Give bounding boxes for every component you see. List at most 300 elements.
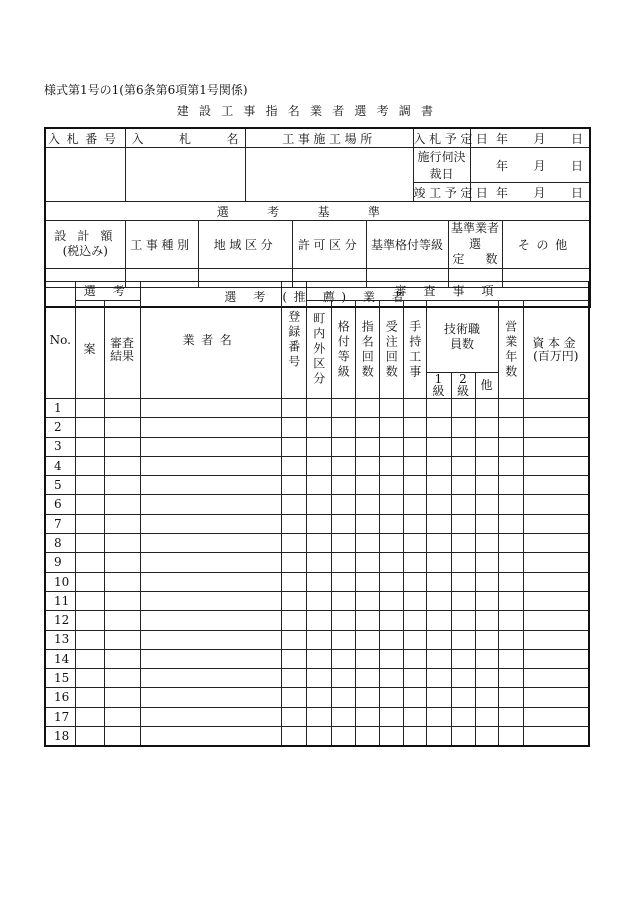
table-cell[interactable]: [498, 418, 523, 437]
table-cell[interactable]: [140, 591, 281, 610]
table-cell[interactable]: [403, 399, 426, 418]
table-cell[interactable]: [475, 688, 498, 707]
table-cell[interactable]: [498, 591, 523, 610]
table-cell[interactable]: [498, 630, 523, 649]
table-cell[interactable]: [281, 495, 306, 514]
table-cell[interactable]: [426, 437, 451, 456]
table-cell[interactable]: [379, 514, 403, 533]
table-cell[interactable]: [498, 572, 523, 591]
table-row: [45, 534, 589, 553]
table-cell[interactable]: [451, 476, 475, 495]
table-cell[interactable]: [281, 591, 306, 610]
table-cell[interactable]: [355, 514, 379, 533]
table-cell[interactable]: [281, 707, 306, 726]
table-cell[interactable]: [306, 630, 331, 649]
table-cell[interactable]: [523, 534, 589, 553]
table-cell[interactable]: [451, 514, 475, 533]
table-cell[interactable]: [475, 534, 498, 553]
table-cell[interactable]: [75, 630, 104, 649]
approval-date-field[interactable]: 年 月 日: [470, 148, 590, 183]
table-cell[interactable]: [451, 649, 475, 668]
table-row: [45, 514, 589, 533]
table-cell[interactable]: [403, 418, 426, 437]
table-cell[interactable]: [379, 727, 403, 747]
table-cell[interactable]: [104, 534, 140, 553]
table-cell[interactable]: [331, 707, 355, 726]
table-cell[interactable]: [498, 688, 523, 707]
bid-number-label: 入札番号: [45, 128, 125, 148]
table-cell[interactable]: [403, 707, 426, 726]
table-cell[interactable]: [426, 572, 451, 591]
table-cell[interactable]: [355, 495, 379, 514]
table-cell[interactable]: [355, 688, 379, 707]
contract-amount-label: 設 計 額 (税込み): [45, 221, 125, 269]
table-cell[interactable]: [379, 437, 403, 456]
table-cell[interactable]: [379, 611, 403, 630]
table-cell[interactable]: [523, 456, 589, 475]
table-cell[interactable]: [75, 669, 104, 688]
table-cell[interactable]: [306, 534, 331, 553]
table-cell[interactable]: [403, 630, 426, 649]
table-cell[interactable]: [355, 476, 379, 495]
table-cell[interactable]: [355, 611, 379, 630]
col-district-header: 町内外区分: [306, 301, 331, 399]
col-other-header: 他: [475, 372, 498, 398]
table-cell[interactable]: [140, 437, 281, 456]
table-cell[interactable]: [498, 476, 523, 495]
table-row: [45, 669, 589, 688]
table-cell[interactable]: [426, 553, 451, 572]
table-cell[interactable]: [498, 399, 523, 418]
table-cell[interactable]: [281, 572, 306, 591]
table-cell[interactable]: [75, 591, 104, 610]
table-cell[interactable]: [379, 669, 403, 688]
table-cell[interactable]: [331, 669, 355, 688]
table-row: [45, 649, 589, 668]
table-cell[interactable]: [140, 514, 281, 533]
table-cell[interactable]: [104, 727, 140, 747]
table-cell[interactable]: [379, 553, 403, 572]
table-cell[interactable]: [523, 399, 589, 418]
table-cell[interactable]: [331, 630, 355, 649]
table-cell[interactable]: [403, 456, 426, 475]
approval-date-label: 施行伺決裁日: [413, 148, 470, 183]
table-cell[interactable]: [523, 572, 589, 591]
table-cell[interactable]: [451, 727, 475, 747]
table-cell[interactable]: [331, 553, 355, 572]
table-cell[interactable]: [281, 669, 306, 688]
table-cell[interactable]: [523, 495, 589, 514]
table-cell[interactable]: [331, 476, 355, 495]
col-review-items-header: 審 査 事 項: [306, 282, 589, 301]
table-cell[interactable]: [75, 553, 104, 572]
table-cell[interactable]: [140, 553, 281, 572]
table-row: [45, 591, 589, 610]
table-cell[interactable]: [355, 649, 379, 668]
table-cell[interactable]: [355, 418, 379, 437]
row-number: 2: [45, 418, 75, 437]
table-cell[interactable]: [426, 611, 451, 630]
table-cell[interactable]: [451, 437, 475, 456]
table-cell[interactable]: [355, 591, 379, 610]
table-cell[interactable]: [281, 476, 306, 495]
table-cell[interactable]: [403, 669, 426, 688]
table-cell[interactable]: [498, 649, 523, 668]
table-cell[interactable]: [498, 553, 523, 572]
table-cell[interactable]: [281, 514, 306, 533]
table-cell[interactable]: [104, 591, 140, 610]
table-cell[interactable]: [140, 669, 281, 688]
table-cell[interactable]: [306, 688, 331, 707]
table-cell[interactable]: [475, 591, 498, 610]
table-cell[interactable]: [451, 591, 475, 610]
table-cell[interactable]: [403, 534, 426, 553]
row-number: 5: [45, 476, 75, 495]
table-cell[interactable]: [355, 399, 379, 418]
table-cell[interactable]: [306, 437, 331, 456]
table-cell[interactable]: [331, 418, 355, 437]
table-cell[interactable]: [140, 688, 281, 707]
table-cell[interactable]: [331, 534, 355, 553]
table-cell[interactable]: [475, 418, 498, 437]
table-cell[interactable]: [451, 553, 475, 572]
table-cell[interactable]: [104, 669, 140, 688]
row-number: 16: [45, 688, 75, 707]
table-cell[interactable]: [355, 534, 379, 553]
table-cell[interactable]: [306, 591, 331, 610]
table-cell[interactable]: [426, 669, 451, 688]
table-row: [45, 476, 589, 495]
table-cell[interactable]: [75, 418, 104, 437]
table-cell[interactable]: [104, 476, 140, 495]
table-cell[interactable]: [426, 476, 451, 495]
table-cell[interactable]: [140, 476, 281, 495]
table-cell[interactable]: [306, 495, 331, 514]
table-cell[interactable]: [426, 534, 451, 553]
table-cell[interactable]: [355, 707, 379, 726]
table-cell[interactable]: [523, 669, 589, 688]
table-cell[interactable]: [451, 572, 475, 591]
table-cell[interactable]: [306, 476, 331, 495]
table-cell[interactable]: [403, 553, 426, 572]
table-row: [45, 456, 589, 475]
table-cell[interactable]: [75, 707, 104, 726]
table-cell[interactable]: [104, 707, 140, 726]
table-cell[interactable]: [523, 591, 589, 610]
table-cell[interactable]: [355, 572, 379, 591]
table-cell[interactable]: [451, 630, 475, 649]
bid-name-field[interactable]: [125, 148, 245, 202]
row-number: 3: [45, 437, 75, 456]
col-selection-header: 選 考: [75, 282, 140, 301]
table-cell[interactable]: [140, 399, 281, 418]
table-cell[interactable]: [75, 727, 104, 747]
table-cell[interactable]: [140, 495, 281, 514]
table-cell[interactable]: [379, 591, 403, 610]
table-cell[interactable]: [426, 630, 451, 649]
table-cell[interactable]: [104, 456, 140, 475]
table-cell[interactable]: [523, 707, 589, 726]
table-cell[interactable]: [403, 727, 426, 747]
row-number: 15: [45, 669, 75, 688]
table-cell[interactable]: [104, 495, 140, 514]
table-cell[interactable]: [104, 399, 140, 418]
row-number: 18: [45, 727, 75, 747]
table-cell[interactable]: [451, 456, 475, 475]
table-cell[interactable]: [306, 553, 331, 572]
table-cell[interactable]: [403, 591, 426, 610]
table-cell[interactable]: [523, 630, 589, 649]
work-type-label: 工事種別: [125, 221, 198, 269]
table-cell[interactable]: [498, 727, 523, 747]
bid-date-field[interactable]: 年 月 日: [470, 128, 590, 148]
vendors-section-title: 選 考 (推 薦) 業 者: [45, 287, 590, 307]
table-cell[interactable]: [498, 534, 523, 553]
bid-number-field[interactable]: [45, 148, 125, 202]
table-cell[interactable]: [306, 649, 331, 668]
table-cell[interactable]: [475, 514, 498, 533]
col-vendor-name-header: 業者名: [140, 282, 281, 399]
table-cell[interactable]: [475, 707, 498, 726]
table-cell[interactable]: [355, 727, 379, 747]
table-row: [45, 688, 589, 707]
table-cell[interactable]: [523, 437, 589, 456]
table-cell[interactable]: [75, 649, 104, 668]
table-cell[interactable]: [140, 649, 281, 668]
table-cell[interactable]: [451, 534, 475, 553]
table-cell[interactable]: [475, 572, 498, 591]
table-cell[interactable]: [379, 476, 403, 495]
table-cell[interactable]: [523, 476, 589, 495]
table-cell[interactable]: [451, 399, 475, 418]
table-cell[interactable]: [75, 611, 104, 630]
table-cell[interactable]: [475, 476, 498, 495]
table-cell[interactable]: [104, 688, 140, 707]
vendor-count-label: 基準業者選 定 数: [448, 221, 502, 269]
table-cell[interactable]: [379, 399, 403, 418]
table-cell[interactable]: [426, 495, 451, 514]
table-cell[interactable]: [498, 437, 523, 456]
table-cell[interactable]: [355, 456, 379, 475]
table-cell[interactable]: [281, 437, 306, 456]
table-cell[interactable]: [104, 437, 140, 456]
table-cell[interactable]: [523, 688, 589, 707]
table-cell[interactable]: [75, 437, 104, 456]
table-cell[interactable]: [426, 418, 451, 437]
table-cell[interactable]: [104, 572, 140, 591]
table-cell[interactable]: [281, 630, 306, 649]
table-cell[interactable]: [498, 495, 523, 514]
table-cell[interactable]: [104, 630, 140, 649]
table-cell[interactable]: [104, 553, 140, 572]
table-row: [45, 707, 589, 726]
table-cell[interactable]: [306, 669, 331, 688]
table-cell[interactable]: [140, 456, 281, 475]
table-cell[interactable]: [331, 437, 355, 456]
table-cell[interactable]: [306, 611, 331, 630]
table-cell[interactable]: [403, 649, 426, 668]
table-cell[interactable]: [379, 534, 403, 553]
table-cell[interactable]: [281, 688, 306, 707]
table-cell[interactable]: [306, 707, 331, 726]
vendors-table: [44, 281, 590, 747]
table-cell[interactable]: [403, 495, 426, 514]
table-cell[interactable]: [281, 553, 306, 572]
table-cell[interactable]: [475, 611, 498, 630]
table-cell[interactable]: [75, 514, 104, 533]
table-cell[interactable]: [331, 495, 355, 514]
table-cell[interactable]: [426, 514, 451, 533]
table-cell[interactable]: [426, 707, 451, 726]
table-cell[interactable]: [75, 495, 104, 514]
table-cell[interactable]: [498, 456, 523, 475]
table-cell[interactable]: [523, 611, 589, 630]
table-cell[interactable]: [281, 399, 306, 418]
table-cell[interactable]: [426, 688, 451, 707]
table-cell[interactable]: [523, 727, 589, 747]
table-cell[interactable]: [75, 572, 104, 591]
table-cell[interactable]: [355, 630, 379, 649]
table-cell[interactable]: [281, 727, 306, 747]
table-cell[interactable]: [403, 611, 426, 630]
table-cell[interactable]: [451, 669, 475, 688]
row-number: 7: [45, 514, 75, 533]
table-cell[interactable]: [498, 707, 523, 726]
table-cell[interactable]: [475, 399, 498, 418]
col-years-header: 営業年数: [498, 301, 523, 399]
table-cell[interactable]: [355, 437, 379, 456]
table-cell[interactable]: [475, 727, 498, 747]
table-cell[interactable]: [140, 418, 281, 437]
table-cell[interactable]: [306, 418, 331, 437]
table-cell[interactable]: [75, 476, 104, 495]
table-cell[interactable]: [475, 553, 498, 572]
criteria-section-title: 選考基準: [45, 202, 590, 221]
table-cell[interactable]: [331, 688, 355, 707]
table-cell[interactable]: [498, 514, 523, 533]
table-cell[interactable]: [140, 630, 281, 649]
table-cell[interactable]: [104, 611, 140, 630]
table-cell[interactable]: [475, 649, 498, 668]
completion-date-field[interactable]: 年 月 日: [470, 183, 590, 202]
table-cell[interactable]: [306, 727, 331, 747]
table-cell[interactable]: [281, 649, 306, 668]
table-cell[interactable]: [379, 707, 403, 726]
table-cell[interactable]: [379, 630, 403, 649]
table-cell[interactable]: [104, 418, 140, 437]
table-cell[interactable]: [403, 476, 426, 495]
table-cell[interactable]: [306, 456, 331, 475]
table-cell[interactable]: [403, 514, 426, 533]
table-cell[interactable]: [140, 534, 281, 553]
table-row: [45, 418, 589, 437]
table-cell[interactable]: [451, 418, 475, 437]
table-cell[interactable]: [281, 418, 306, 437]
table-cell[interactable]: [331, 591, 355, 610]
table-cell[interactable]: [104, 514, 140, 533]
table-cell[interactable]: [403, 572, 426, 591]
table-cell[interactable]: [426, 591, 451, 610]
table-cell[interactable]: [331, 649, 355, 668]
table-cell[interactable]: [281, 534, 306, 553]
construction-site-field[interactable]: [245, 148, 413, 202]
table-cell[interactable]: [331, 572, 355, 591]
table-cell[interactable]: [281, 456, 306, 475]
table-cell[interactable]: [379, 418, 403, 437]
table-cell[interactable]: [451, 688, 475, 707]
table-cell[interactable]: [355, 553, 379, 572]
table-cell[interactable]: [140, 611, 281, 630]
table-cell[interactable]: [306, 514, 331, 533]
row-number: 8: [45, 534, 75, 553]
table-cell[interactable]: [104, 649, 140, 668]
table-cell[interactable]: [426, 456, 451, 475]
table-cell[interactable]: [451, 611, 475, 630]
table-cell[interactable]: [523, 418, 589, 437]
table-cell[interactable]: [75, 399, 104, 418]
table-cell[interactable]: [379, 649, 403, 668]
table-cell[interactable]: [379, 495, 403, 514]
grade-label: 基準格付等級: [366, 221, 448, 269]
table-cell[interactable]: [379, 688, 403, 707]
table-cell[interactable]: [281, 611, 306, 630]
row-number: 6: [45, 495, 75, 514]
table-cell[interactable]: [498, 611, 523, 630]
table-cell[interactable]: [523, 553, 589, 572]
table-cell[interactable]: [426, 649, 451, 668]
table-cell[interactable]: [75, 534, 104, 553]
table-cell[interactable]: [523, 649, 589, 668]
table-cell[interactable]: [475, 495, 498, 514]
table-cell[interactable]: [331, 611, 355, 630]
table-cell[interactable]: [355, 669, 379, 688]
table-cell[interactable]: [475, 456, 498, 475]
table-cell[interactable]: [379, 572, 403, 591]
table-cell[interactable]: [331, 727, 355, 747]
table-cell[interactable]: [475, 669, 498, 688]
table-cell[interactable]: [451, 707, 475, 726]
table-cell[interactable]: [426, 399, 451, 418]
table-cell[interactable]: [140, 707, 281, 726]
table-cell[interactable]: [523, 514, 589, 533]
table-cell[interactable]: [475, 630, 498, 649]
table-cell[interactable]: [475, 437, 498, 456]
table-cell[interactable]: [331, 399, 355, 418]
table-cell[interactable]: [426, 727, 451, 747]
row-number: 9: [45, 553, 75, 572]
table-cell[interactable]: [140, 572, 281, 591]
table-cell[interactable]: [75, 688, 104, 707]
row-number: 17: [45, 707, 75, 726]
table-cell[interactable]: [75, 456, 104, 475]
table-cell[interactable]: [331, 514, 355, 533]
row-number: 1: [45, 399, 75, 418]
table-cell[interactable]: [379, 456, 403, 475]
table-cell[interactable]: [140, 727, 281, 747]
table-cell[interactable]: [306, 399, 331, 418]
table-cell[interactable]: [403, 437, 426, 456]
table-cell[interactable]: [331, 456, 355, 475]
col-tech-staff-header: 技術職 員数: [426, 301, 498, 373]
table-cell[interactable]: [498, 669, 523, 688]
table-row: [45, 553, 589, 572]
table-cell[interactable]: [403, 688, 426, 707]
row-number: 14: [45, 649, 75, 668]
form-number: 様式第1号の1(第6条第6項第1号関係): [44, 83, 248, 97]
table-cell[interactable]: [306, 572, 331, 591]
table-cell[interactable]: [451, 495, 475, 514]
row-number: 4: [45, 456, 75, 475]
